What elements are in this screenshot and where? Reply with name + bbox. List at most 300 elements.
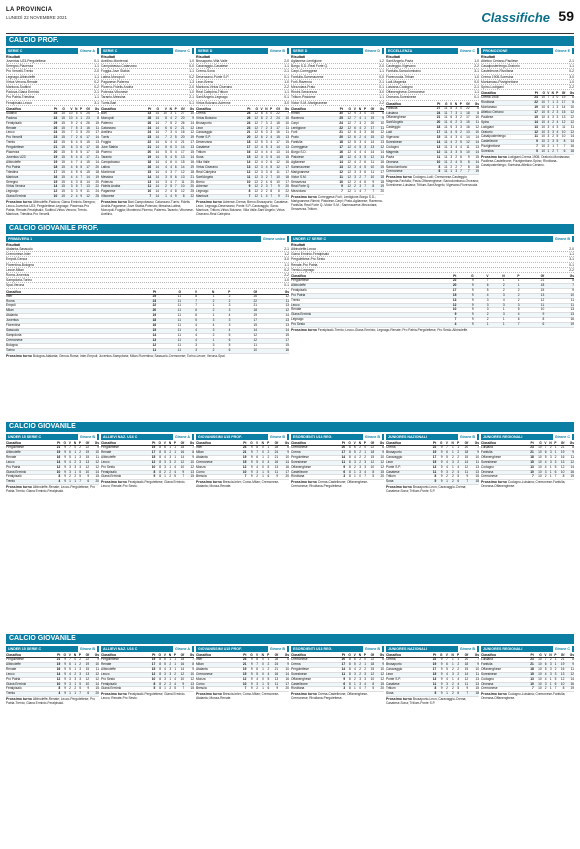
standings-cell: 2 — [452, 121, 457, 126]
standings-cell: 25 — [130, 294, 157, 299]
standings-col-header: Gs — [374, 653, 384, 658]
team-name: Rivoltana — [291, 475, 337, 480]
standings-cell: 3 — [474, 303, 489, 308]
team-name: Codogno — [386, 145, 433, 150]
standings-cell: 9 — [468, 662, 479, 667]
standings-cell: 4 — [454, 465, 459, 470]
standings-col-header: V — [542, 653, 547, 658]
standings-cell: 11 — [337, 460, 345, 465]
standings-cell: 3 — [489, 293, 505, 298]
standings-cell: 5 — [73, 170, 78, 175]
block-title-bar — [291, 646, 384, 652]
standings-cell: 3 — [167, 170, 172, 175]
standings-cell: 19 — [147, 658, 155, 663]
standings-cell: 4 — [432, 323, 457, 328]
standings-cell: 18 — [335, 141, 343, 146]
standings-cell: 15 — [57, 170, 65, 175]
standings-cell: 4 — [161, 455, 166, 460]
standings-col-header: G — [250, 107, 258, 112]
standings-cell: 2 — [361, 667, 366, 672]
standings-cell: 12 — [343, 175, 351, 180]
standings-col-header: Gs — [184, 653, 194, 658]
standings-cell: 6 — [558, 150, 565, 155]
standings-cell: 6 — [278, 658, 289, 663]
standings-cell: 21 — [177, 141, 185, 146]
standings-cell: 17 — [366, 126, 374, 131]
standings-cell: 6 — [361, 180, 366, 185]
standings-cell: 5 — [77, 141, 82, 146]
youth-lower-block — [481, 646, 574, 844]
standings-cell: 10 — [538, 96, 545, 101]
standings-cell: 10 — [462, 150, 470, 155]
team-name: Bari — [101, 111, 143, 116]
standings-cell: 8 — [181, 294, 197, 299]
standings-cell: 3 — [66, 465, 71, 470]
standings-cell: 18 — [468, 692, 479, 697]
results-label: Risultati — [196, 55, 211, 59]
standings-cell: 6 — [361, 160, 366, 165]
standings-cell: 5 — [268, 165, 273, 170]
standings-cell: 10 — [280, 116, 289, 121]
standings-cell: 14 — [151, 126, 159, 131]
standings-cell: 20 — [177, 116, 185, 121]
team-name: Feralpisalò — [6, 687, 52, 692]
standings-cell: 17 — [280, 165, 289, 170]
standings-cell: 1 — [443, 692, 448, 697]
standings-cell: 21 — [143, 146, 151, 151]
team-name: Crema 1908 — [481, 96, 531, 101]
standings-cell: 11 — [82, 190, 90, 195]
standings-cell: 7 — [181, 304, 197, 309]
standings-cell: 15 — [526, 460, 534, 465]
standings-cell: 3 — [356, 131, 361, 136]
team-name: Ponte S.P. — [386, 465, 427, 470]
standings-col-header: N — [167, 107, 172, 112]
result-match: Seregno-Piacenza — [6, 64, 34, 69]
standings-cell: 12 — [185, 126, 194, 131]
team-name: Renate — [6, 455, 52, 460]
standings-cell: 9 — [436, 446, 442, 451]
next-round-text: Brescia-Inter; Como-Milan; Cremonese-Atalanta; Monza-Renate. — [196, 480, 280, 489]
team-name: Brusaporto — [196, 121, 243, 126]
block-title-bar — [386, 434, 479, 440]
standings-cell: 3 — [452, 106, 457, 111]
standings-cell: 7 — [238, 475, 247, 480]
team-name: Casatese — [386, 470, 427, 475]
standings-cell: 3 — [268, 131, 273, 136]
standings-cell: 6 — [433, 170, 441, 175]
team-name: Taranto — [101, 155, 143, 160]
standings-col-header: Classifica — [386, 441, 427, 446]
standings-cell: 13 — [269, 677, 278, 682]
standings-cell: 9 — [60, 658, 66, 663]
standings-cell: 3 — [73, 190, 78, 195]
standings-cell: 14 — [151, 121, 159, 126]
standings-cell: 4 — [452, 145, 457, 150]
standings-cell: 4 — [73, 141, 78, 146]
standings-cell: 15 — [82, 170, 90, 175]
result-score: 1-1 — [189, 69, 194, 74]
standings-cell: 17 — [185, 141, 194, 146]
standings-cell: 17 — [177, 151, 185, 156]
standings-cell: 7 — [268, 195, 273, 200]
standings-cell: 9 — [246, 450, 252, 455]
standings-cell: 11 — [459, 470, 468, 475]
standings-cell: 13 — [184, 682, 194, 687]
next-round-label: Prossimo turno — [101, 692, 128, 697]
standings-cell: 19 — [558, 96, 565, 101]
standings-cell: 5 — [443, 455, 448, 460]
block-title-bar — [6, 646, 99, 652]
standings-cell: 4 — [268, 136, 273, 141]
standings-cell: 2 — [489, 288, 505, 293]
standings-cell: 8 — [155, 672, 161, 677]
standings-cell: 9 — [456, 318, 473, 323]
result-match: Fanfulla-Sammaurese — [291, 74, 324, 79]
standings-table — [291, 274, 574, 328]
standings-cell: 12 — [185, 131, 194, 136]
standings-cell: 0 — [71, 446, 76, 451]
standings-cell: 4 — [171, 470, 176, 475]
standings-cell: 6 — [66, 662, 71, 667]
standings-cell: 6 — [351, 446, 356, 451]
standings-cell: 10 — [366, 175, 374, 180]
table-row — [6, 692, 99, 697]
block-title-bar — [291, 48, 384, 54]
team-name: Vigevano — [386, 136, 433, 141]
standings-cell: 6 — [351, 131, 356, 136]
standings-cell: 11 — [427, 682, 436, 687]
standings-cell: 2 — [546, 446, 551, 451]
standings-cell: 6 — [77, 170, 82, 175]
standings-cell: 6 — [167, 126, 172, 131]
result-match: Empoli-Genoa — [6, 257, 28, 262]
standings-cell: 12 — [250, 165, 258, 170]
standings-cell: 15 — [184, 687, 194, 692]
standings-cell: 3 — [554, 125, 558, 130]
standings-cell: 1 — [71, 480, 76, 485]
standings-cell: 0 — [258, 677, 264, 682]
team-name: Renate — [101, 662, 147, 667]
standings-cell: 12 — [374, 672, 384, 677]
standings-cell: 1 — [546, 475, 551, 480]
standings-cell: 7 — [172, 185, 177, 190]
standings-cell: 2 — [454, 662, 459, 667]
standings-cell: 2 — [258, 190, 263, 195]
standings-cell: 3 — [166, 672, 171, 677]
result-score: 1-1 — [284, 64, 289, 69]
league-block — [291, 48, 384, 222]
standings-cell: 6 — [520, 323, 545, 328]
standings-cell: 9 — [337, 465, 345, 470]
standings-cell: 8 — [345, 446, 351, 451]
standings-cell: 14 — [151, 180, 159, 185]
standings-cell: 11 — [440, 106, 447, 111]
standings-cell: 13 — [81, 460, 89, 465]
standings-cell: 14 — [177, 146, 185, 151]
standings-cell: 1 — [552, 446, 557, 451]
team-name: Castelleone — [291, 682, 337, 687]
result-score: 1-0 — [189, 90, 194, 95]
standings-cell: 3 — [253, 470, 258, 475]
standings-cell: 2 — [448, 455, 454, 460]
standings-cell: 3 — [73, 180, 78, 185]
standings-cell: 11 — [544, 298, 574, 303]
standings-cell: 16 — [280, 160, 289, 165]
standings-cell: 14 — [337, 667, 345, 672]
standings-cell: 3 — [66, 682, 71, 687]
standings-cell: 3 — [452, 170, 457, 175]
standings-col-header: G — [436, 653, 442, 658]
standings-cell: 9 — [272, 195, 280, 200]
standings-cell: 2 — [356, 175, 361, 180]
standings-col-header: G — [151, 107, 159, 112]
standings-cell: 2 — [263, 136, 268, 141]
team-name: Castelleone — [291, 470, 337, 475]
standings-cell: 10 — [184, 672, 194, 677]
standings-cell: 6 — [214, 348, 230, 353]
standings-cell: 10 — [89, 450, 99, 455]
team-name: Mantova — [196, 195, 243, 200]
standings-cell: 6 — [264, 475, 269, 480]
standings-cell: 1 — [489, 308, 505, 313]
standings-col-header: V — [351, 653, 356, 658]
standings-col-header: Gf — [556, 441, 564, 446]
standings-cell: 12 — [343, 126, 351, 131]
standings-cell: 1 — [448, 465, 454, 470]
next-round-label: Prossimo turno — [386, 175, 413, 180]
standings-cell: 3 — [263, 131, 268, 136]
standings-cell: 23 — [82, 116, 90, 121]
standings-cell: 12 — [564, 460, 574, 465]
standings-col-header: Classifica — [291, 441, 337, 446]
standings-cell: 2 — [351, 677, 356, 682]
standings-cell: 7 — [474, 279, 489, 284]
standings-cell: 9 — [456, 279, 473, 284]
standings-cell: 8 — [565, 101, 574, 106]
next-round — [386, 176, 479, 188]
standings-cell: 4 — [356, 180, 361, 185]
youth-block — [386, 434, 479, 632]
result-score: 1-1 — [94, 74, 99, 79]
next-round — [196, 693, 289, 701]
standings-col-header: N — [166, 653, 171, 658]
standings-cell: 14 — [278, 460, 289, 465]
team-name: Albinoleffe — [291, 283, 432, 288]
standings-col-header: V — [443, 441, 448, 446]
standings-cell: 14 — [151, 131, 159, 136]
standings-col-header: Classifica — [196, 107, 243, 112]
standings-cell: 15 — [57, 141, 65, 146]
block-title-bar — [386, 48, 479, 54]
result-score: 1-0 — [569, 79, 574, 84]
standings-cell: 3 — [549, 130, 554, 135]
block-title-bar — [291, 236, 574, 242]
standings-cell: 1 — [457, 111, 462, 116]
standings-cell: 8 — [564, 658, 574, 663]
standings-cell: 12 — [556, 465, 564, 470]
standings-cell: 5 — [147, 475, 155, 480]
block-title-bar — [101, 434, 194, 440]
standings-cell: 3 — [549, 140, 554, 145]
team-name: Trento — [6, 480, 52, 485]
standings-cell: 22 — [50, 141, 58, 146]
block-group: Girone A — [174, 435, 190, 439]
standings-cell: 9 — [436, 465, 442, 470]
next-round-text: Bari-Campobasso; Catanzaro-Turris; Fidelis Andria-Paganese; Juve Stabia-Potenza; Messina-Latina; Monopoli-Foggia; Monterosi-Picerno; Palermo-Taranto; Vibonese-Avellino. — [101, 200, 194, 216]
standings-cell: 7 — [243, 195, 251, 200]
team-name: Pergolettese — [101, 658, 147, 663]
standings-col-header: Gs — [257, 290, 289, 295]
next-round — [481, 156, 574, 168]
standings-cell: 13 — [558, 115, 565, 120]
standings-cell: 15 — [374, 470, 384, 475]
standings-cell: 11 — [156, 328, 181, 333]
standings-cell: 6 — [161, 658, 166, 663]
standings-cell: 18 — [243, 141, 251, 146]
results-label: Risultati — [6, 55, 21, 59]
standings-cell: 4 — [457, 145, 462, 150]
standings-cell: 18 — [176, 658, 184, 663]
standings-cell: 11 — [243, 175, 251, 180]
block-title: SERIE C — [8, 49, 23, 53]
standings-cell: 2 — [443, 475, 448, 480]
standings-cell: 2 — [361, 126, 366, 131]
standings-cell: 8 — [345, 662, 351, 667]
standings-cell: 6 — [351, 136, 356, 141]
standings-cell: 15 — [57, 190, 65, 195]
team-name: Forlì — [291, 131, 335, 136]
team-name: Carpi — [291, 121, 335, 126]
result-score: 0-2 — [284, 267, 289, 272]
team-name: Offanenghese — [481, 455, 526, 460]
standings-cell: 12 — [176, 460, 184, 465]
standings-col-header: Pt — [335, 107, 343, 112]
standings-col-header: P — [76, 441, 81, 446]
team-name: Giana Erminio — [6, 470, 52, 475]
result-match: Orceana-Soresinese — [386, 95, 417, 100]
standings-cell: 2 — [253, 475, 258, 480]
table-row — [481, 150, 574, 155]
standings-cell: 17 — [243, 146, 251, 151]
standings-cell: 13 — [366, 146, 374, 151]
standings-cell: 14 — [565, 140, 574, 145]
team-name: Palermo — [101, 121, 143, 126]
standings-cell: 3 — [161, 672, 166, 677]
standings-cell: 7 — [172, 180, 177, 185]
standings-cell: 11 — [440, 160, 447, 165]
standings-cell: 16 — [243, 151, 251, 156]
team-name: Fanfulla — [481, 450, 526, 455]
standings-cell: 22 — [462, 106, 470, 111]
team-name: Lecco — [101, 460, 147, 465]
standings-cell: 7 — [542, 658, 547, 663]
standings-cell: 3 — [161, 465, 166, 470]
standings-cell: 2 — [172, 116, 177, 121]
standings-cell: 9 — [246, 677, 252, 682]
standings-cell: 12 — [250, 151, 258, 156]
standings-cell: 22 — [143, 141, 151, 146]
standings-cell: 8 — [177, 195, 185, 200]
standings-cell: 15 — [238, 460, 247, 465]
standings-cell: 19 — [427, 662, 436, 667]
standings-cell: 5 — [452, 131, 457, 136]
standings-cell: 12 — [343, 155, 351, 160]
standings-cell: 2 — [549, 110, 554, 115]
standings-cell: 10 — [534, 446, 542, 451]
standings-cell: 12 — [81, 677, 89, 682]
standings-cell: 4 — [172, 131, 177, 136]
standings-cell: 3 — [546, 672, 551, 677]
result-score: 1-1 — [379, 69, 384, 74]
standings-col-header: V — [443, 653, 448, 658]
standings-cell: 6 — [65, 141, 73, 146]
standings-cell: 12 — [250, 160, 258, 165]
standings-cell: 15 — [427, 460, 436, 465]
team-name: Casalpusterlengo — [481, 135, 531, 140]
standings-cell: 1 — [546, 465, 551, 470]
standings-cell: 3 — [214, 319, 230, 324]
team-name: Seravezza — [291, 180, 335, 185]
team-name: Monopoli — [101, 116, 143, 121]
standings-cell: 1 — [258, 195, 263, 200]
team-name: Legnago — [6, 190, 50, 195]
standings-cell: 15 — [433, 136, 441, 141]
standings-cell: 11 — [257, 299, 289, 304]
team-name: Renate — [291, 308, 432, 313]
standings-cell: 6 — [443, 450, 448, 455]
team-name: Pistoiese — [291, 155, 335, 160]
standings-cell: 11 — [156, 333, 181, 338]
result-match: Pergolettese-Pro Sesto — [291, 257, 326, 262]
standings-cell: 15 — [57, 155, 65, 160]
standings-cell: 14 — [366, 151, 374, 156]
standings-cell: 5 — [73, 151, 78, 156]
standings-col-header: V — [161, 653, 166, 658]
team-name: Codogno — [481, 677, 526, 682]
team-name: Inter — [196, 446, 238, 451]
standings-cell: 4 — [263, 180, 268, 185]
standings-cell: 1 — [447, 170, 452, 175]
standings-cell: 2 — [159, 190, 167, 195]
standings-cell: 26 — [177, 121, 185, 126]
standings-cell: 3 — [258, 165, 263, 170]
standings-cell: 5 — [474, 288, 489, 293]
standings-cell: 11 — [89, 455, 99, 460]
standings-cell: 10 — [538, 115, 545, 120]
standings-cell: 7 — [468, 446, 479, 451]
standings-cell: 3 — [351, 460, 356, 465]
result-match: Juventus U23-Pergolettese — [6, 59, 46, 63]
standings-cell: 0 — [258, 450, 264, 455]
standings-cell: 12 — [52, 465, 60, 470]
result-match: Montanaso-Pizzighettone — [481, 79, 519, 84]
standings-cell: 9 — [436, 662, 442, 667]
standings-cell: 14 — [433, 140, 441, 145]
standings-cell: 3 — [356, 111, 361, 116]
block-group: Girone A — [79, 49, 95, 53]
standings-cell: 6 — [66, 450, 71, 455]
standings-cell: 1 — [489, 318, 505, 323]
standings-cell: 2 — [356, 658, 361, 663]
standings-cell: 15 — [427, 672, 436, 677]
standings-cell: 5 — [361, 155, 366, 160]
team-name: Como — [196, 682, 238, 687]
standings-cell: 14 — [151, 111, 159, 116]
standings-cell: 13 — [90, 141, 99, 146]
standings-cell: 14 — [459, 460, 468, 465]
standings-cell: 9 — [374, 116, 384, 121]
